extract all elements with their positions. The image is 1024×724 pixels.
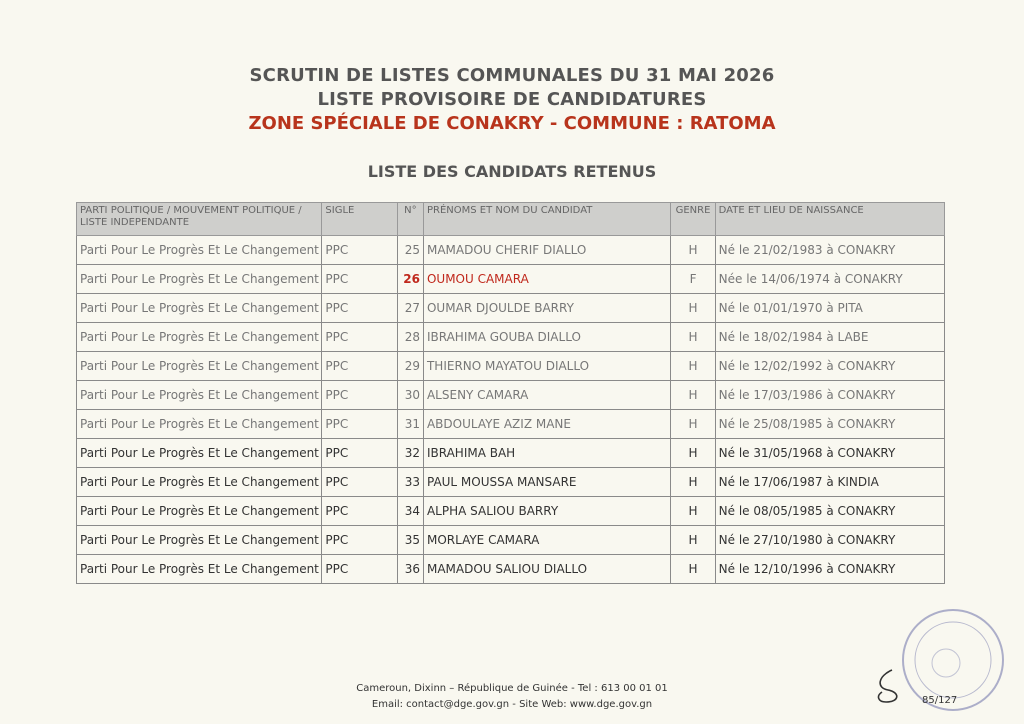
- table-row: [77, 265, 945, 294]
- table-row: [77, 497, 945, 526]
- cell-nom: OUMOU CAMARA: [423, 265, 670, 294]
- document-header: [0, 64, 1024, 136]
- cell-parti: Parti Pour Le Progrès Et Le Changement: [77, 410, 322, 439]
- cell-genre: H: [671, 352, 715, 381]
- cell-n: 25: [397, 236, 423, 265]
- cell-nom: IBRAHIMA GOUBA DIALLO: [423, 323, 670, 352]
- cell-nom: ALPHA SALIOU BARRY: [423, 497, 670, 526]
- cell-nom: IBRAHIMA BAH: [423, 439, 670, 468]
- column-header-genre: GENRE: [671, 203, 715, 236]
- footer-address: Cameroun, Dixinn – République de Guinée - Tel : 613 00 01 01: [356, 683, 668, 694]
- cell-genre: H: [671, 497, 715, 526]
- cell-parti: Parti Pour Le Progrès Et Le Changement: [77, 526, 322, 555]
- cell-naissance: Né le 17/03/1986 à CONAKRY: [715, 381, 944, 410]
- cell-sigle: PPC: [322, 294, 397, 323]
- table-row: [77, 323, 945, 352]
- cell-sigle: PPC: [322, 497, 397, 526]
- cell-parti: Parti Pour Le Progrès Et Le Changement: [77, 468, 322, 497]
- list-title: LISTE PROVISOIRE DE CANDIDATURES: [317, 89, 707, 110]
- cell-parti: Parti Pour Le Progrès Et Le Changement: [77, 497, 322, 526]
- cell-n: 34: [397, 497, 423, 526]
- cell-sigle: PPC: [322, 468, 397, 497]
- cell-naissance: Né le 31/05/1968 à CONAKRY: [715, 439, 944, 468]
- cell-naissance: Né le 08/05/1985 à CONAKRY: [715, 497, 944, 526]
- election-title: SCRUTIN DE LISTES COMMUNALES DU 31 MAI 2026: [249, 65, 775, 86]
- handwritten-signature: [870, 666, 910, 706]
- cell-n: 36: [397, 555, 423, 584]
- cell-sigle: PPC: [322, 236, 397, 265]
- table-row: [77, 468, 945, 497]
- cell-genre: H: [671, 294, 715, 323]
- cell-sigle: PPC: [322, 265, 397, 294]
- cell-genre: H: [671, 381, 715, 410]
- cell-naissance: Né le 17/06/1987 à KINDIA: [715, 468, 944, 497]
- cell-n: 32: [397, 439, 423, 468]
- cell-n: 30: [397, 381, 423, 410]
- cell-parti: Parti Pour Le Progrès Et Le Changement: [77, 555, 322, 584]
- zone-title: ZONE SPÉCIALE DE CONAKRY - COMMUNE : RATOMA: [248, 113, 776, 134]
- cell-nom: MAMADOU SALIOU DIALLO: [423, 555, 670, 584]
- cell-nom: ALSENY CAMARA: [423, 381, 670, 410]
- cell-n: 33: [397, 468, 423, 497]
- cell-parti: Parti Pour Le Progrès Et Le Changement: [77, 323, 322, 352]
- cell-sigle: PPC: [322, 439, 397, 468]
- cell-n: 35: [397, 526, 423, 555]
- cell-parti: Parti Pour Le Progrès Et Le Changement: [77, 381, 322, 410]
- cell-naissance: Né le 27/10/1980 à CONAKRY: [715, 526, 944, 555]
- cell-naissance: Né le 18/02/1984 à LABE: [715, 323, 944, 352]
- cell-sigle: PPC: [322, 526, 397, 555]
- cell-parti: Parti Pour Le Progrès Et Le Changement: [77, 352, 322, 381]
- column-header-parti: PARTI POLITIQUE / MOUVEMENT POLITIQUE / LISTE INDEPENDANTE: [77, 203, 322, 236]
- cell-n: 26: [397, 265, 423, 294]
- cell-genre: H: [671, 468, 715, 497]
- column-header-nom: PRÉNOMS ET NOM DU CANDIDAT: [423, 203, 670, 236]
- cell-n: 29: [397, 352, 423, 381]
- footer-contact: Email: contact@dge.gov.gn - Site Web: www.dge.gov.gn: [371, 699, 653, 710]
- cell-genre: H: [671, 323, 715, 352]
- cell-sigle: PPC: [322, 555, 397, 584]
- cell-genre: H: [671, 555, 715, 584]
- cell-nom: ABDOULAYE AZIZ MANE: [423, 410, 670, 439]
- table-row: [77, 381, 945, 410]
- cell-n: 27: [397, 294, 423, 323]
- cell-nom: MORLAYE CAMARA: [423, 526, 670, 555]
- column-header-numero: N°: [397, 203, 423, 236]
- cell-n: 28: [397, 323, 423, 352]
- table-row: [77, 410, 945, 439]
- cell-parti: Parti Pour Le Progrès Et Le Changement: [77, 294, 322, 323]
- cell-naissance: Né le 25/08/1985 à CONAKRY: [715, 410, 944, 439]
- cell-naissance: Né le 21/02/1983 à CONAKRY: [715, 236, 944, 265]
- cell-parti: Parti Pour Le Progrès Et Le Changement: [77, 265, 322, 294]
- cell-sigle: PPC: [322, 410, 397, 439]
- table-row: [77, 439, 945, 468]
- page-number: 85/127: [922, 695, 958, 706]
- table-row: [77, 555, 945, 584]
- cell-genre: H: [671, 236, 715, 265]
- cell-parti: Parti Pour Le Progrès Et Le Changement: [77, 236, 322, 265]
- cell-genre: H: [671, 410, 715, 439]
- cell-nom: PAUL MOUSSA MANSARE: [423, 468, 670, 497]
- cell-sigle: PPC: [322, 352, 397, 381]
- section-subtitle: LISTE DES CANDIDATS RETENUS: [367, 162, 657, 181]
- table-row: [77, 526, 945, 555]
- cell-parti: Parti Pour Le Progrès Et Le Changement: [77, 439, 322, 468]
- cell-sigle: PPC: [322, 381, 397, 410]
- cell-naissance: Née le 14/06/1974 à CONAKRY: [715, 265, 944, 294]
- column-header-sigle: SIGLE: [322, 203, 397, 236]
- column-header-naissance: DATE ET LIEU DE NAISSANCE: [715, 203, 944, 236]
- cell-naissance: Né le 01/01/1970 à PITA: [715, 294, 944, 323]
- table-row: [77, 294, 945, 323]
- cell-sigle: PPC: [322, 323, 397, 352]
- cell-n: 31: [397, 410, 423, 439]
- cell-genre: H: [671, 526, 715, 555]
- table-row: [77, 352, 945, 381]
- candidates-table: [76, 202, 945, 584]
- cell-genre: F: [671, 265, 715, 294]
- table-header-row: [77, 203, 945, 236]
- footer: [300, 681, 724, 713]
- cell-genre: H: [671, 439, 715, 468]
- cell-naissance: Né le 12/10/1996 à CONAKRY: [715, 555, 944, 584]
- table-row: [77, 236, 945, 265]
- cell-nom: OUMAR DJOULDE BARRY: [423, 294, 670, 323]
- cell-naissance: Né le 12/02/1992 à CONAKRY: [715, 352, 944, 381]
- cell-nom: MAMADOU CHERIF DIALLO: [423, 236, 670, 265]
- cell-nom: THIERNO MAYATOU DIALLO: [423, 352, 670, 381]
